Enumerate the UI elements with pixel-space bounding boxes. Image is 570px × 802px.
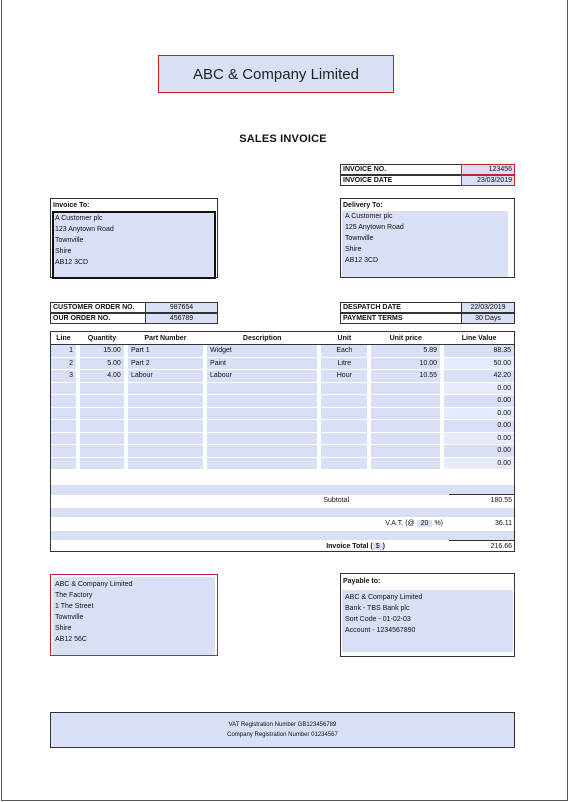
invoice-to-line: A Customer plc (55, 215, 103, 222)
cell-line-value[interactable]: 0.00 (444, 457, 514, 470)
invoice-total-suffix: ) (382, 542, 385, 550)
despatch-date-label: DESPATCH DATE (340, 302, 461, 313)
cell-line-value[interactable]: 0.00 (444, 445, 514, 458)
cell-line[interactable] (51, 445, 76, 458)
cell-unit[interactable] (321, 407, 367, 420)
cell-line-value[interactable]: 88.35 (444, 345, 514, 358)
delivery-to-title: Delivery To: (343, 202, 383, 209)
cell-unit[interactable]: Litre (321, 357, 367, 370)
cell-unit-price[interactable] (371, 432, 440, 445)
invoice-meta (340, 164, 515, 186)
delivery-to-address[interactable] (342, 211, 508, 277)
table-row (51, 357, 514, 370)
table-row (51, 457, 514, 470)
cell-description[interactable] (207, 457, 317, 470)
seller-address-line: AB12 56C (55, 636, 87, 643)
vat-rate[interactable]: 20 (417, 520, 433, 527)
cell-description[interactable] (207, 432, 317, 445)
invoice-total-value: 216.66 (449, 540, 514, 552)
cell-part-number[interactable] (128, 382, 203, 395)
payable-to-line: Sort Code - 01-02-03 (345, 616, 411, 623)
cell-description[interactable] (207, 395, 317, 408)
cell-unit-price[interactable] (371, 457, 440, 470)
cell-unit[interactable] (321, 420, 367, 433)
cell-description[interactable]: Labour (207, 370, 317, 383)
items-body (51, 345, 514, 470)
col-header-description: Description (207, 332, 317, 345)
invoice-to-line: AB12 3CD (55, 259, 89, 266)
table-row (51, 445, 514, 458)
cell-part-number[interactable] (128, 432, 203, 445)
vat-label-suffix: %) (434, 519, 443, 527)
table-row (51, 420, 514, 433)
delivery-to-line: 125 Anytown Road (345, 224, 404, 231)
cell-unit-price[interactable] (371, 420, 440, 433)
table-row (51, 382, 514, 395)
cell-description[interactable] (207, 420, 317, 433)
cell-description[interactable]: Widget (207, 345, 317, 358)
payable-to-line: Account - 1234567890 (345, 627, 416, 634)
payable-to-details[interactable] (342, 590, 513, 652)
registration-footer (50, 712, 515, 748)
invoice-to-panel (50, 198, 218, 278)
cell-line-value[interactable]: 0.00 (444, 432, 514, 445)
cell-unit[interactable] (321, 445, 367, 458)
cell-quantity[interactable] (80, 407, 124, 420)
invoice-total-row (51, 540, 514, 552)
vat-band (51, 531, 514, 540)
cell-unit-price[interactable] (371, 407, 440, 420)
vat-value: 36.11 (495, 519, 512, 527)
col-header-line-value: Line Value (444, 332, 514, 345)
items-table (51, 332, 514, 470)
cell-description[interactable]: Paint (207, 357, 317, 370)
cell-description[interactable] (207, 407, 317, 420)
payable-to-line: Bank - TBS Bank plc (345, 605, 410, 612)
invoice-date-value[interactable]: 23/03/2019 (461, 175, 515, 186)
cell-quantity[interactable] (80, 395, 124, 408)
cell-part-number[interactable] (128, 420, 203, 433)
invoice-date-row (340, 175, 515, 186)
col-header-unit-price: Unit price (371, 332, 440, 345)
invoice-no-value[interactable]: 123456 (461, 164, 515, 175)
cell-part-number[interactable] (128, 445, 203, 458)
cell-quantity[interactable]: 5.00 (80, 357, 124, 370)
cell-quantity[interactable] (80, 420, 124, 433)
seller-address-line: The Factory (55, 592, 93, 599)
invoice-total-label-text: Invoice Total ( (326, 542, 373, 550)
items-header-row (51, 332, 514, 345)
cell-line[interactable] (51, 395, 76, 408)
cell-line[interactable]: 1 (51, 345, 76, 358)
our-order-row (50, 313, 218, 324)
cell-unit-price[interactable]: 10.55 (371, 370, 440, 383)
cell-line[interactable]: 2 (51, 357, 76, 370)
cell-part-number[interactable] (128, 395, 203, 408)
our-order-label: OUR ORDER NO. (50, 313, 145, 324)
cell-unit[interactable] (321, 432, 367, 445)
company-name-box (158, 55, 394, 93)
cell-unit[interactable] (321, 382, 367, 395)
cell-unit[interactable] (321, 457, 367, 470)
cell-line-value[interactable]: 42.20 (444, 370, 514, 383)
subtotal-label: Subtotal (323, 496, 349, 504)
despatch-date-row (340, 302, 515, 313)
invoice-to-address[interactable] (52, 211, 216, 279)
cell-description[interactable] (207, 445, 317, 458)
company-registration: Company Registration Number 01234567 (227, 732, 338, 738)
table-row (51, 407, 514, 420)
payable-to-line: ABC & Company Limited (345, 594, 423, 601)
cell-part-number[interactable] (128, 407, 203, 420)
payable-to-panel (340, 573, 515, 657)
seller-address-line: Townville (55, 614, 84, 621)
invoice-no-row (340, 164, 515, 175)
cell-line-value[interactable]: 0.00 (444, 420, 514, 433)
cell-line[interactable] (51, 432, 76, 445)
seller-address-line: 1 The Street (55, 603, 94, 610)
customer-order-label: CUSTOMER ORDER NO. (50, 302, 145, 313)
cell-line[interactable] (51, 407, 76, 420)
invoice-total-label (51, 543, 385, 550)
subtotal-row (51, 494, 514, 506)
cell-quantity[interactable] (80, 457, 124, 470)
delivery-to-line: Townville (345, 235, 374, 242)
delivery-to-line: AB12 3CD (345, 257, 379, 264)
cell-line[interactable]: 3 (51, 370, 76, 383)
cell-unit-price[interactable]: 10.00 (371, 357, 440, 370)
despatch-date-value[interactable]: 22/03/2019 (461, 302, 515, 313)
cell-part-number[interactable] (128, 457, 203, 470)
invoice-no-label: INVOICE NO. (340, 164, 461, 175)
payment-terms-value[interactable]: 30 Days (461, 313, 515, 324)
cell-unit[interactable]: Each (321, 345, 367, 358)
table-row (51, 370, 514, 383)
seller-address-line: Shire (55, 625, 72, 632)
items-section (50, 331, 515, 552)
cell-quantity[interactable]: 15.00 (80, 345, 124, 358)
cell-unit-price[interactable] (371, 395, 440, 408)
cell-part-number[interactable]: Labour (128, 370, 203, 383)
cell-unit[interactable] (321, 395, 367, 408)
delivery-to-panel (340, 198, 515, 278)
company-name: ABC & Company Limited (193, 65, 359, 83)
cell-line-value[interactable]: 0.00 (444, 395, 514, 408)
invoice-to-line: 123 Anytown Road (55, 226, 114, 233)
cell-line-value[interactable]: 0.00 (444, 407, 514, 420)
vat-label (327, 520, 449, 527)
payment-terms-row (340, 313, 515, 324)
doc-title: SALES INVOICE (239, 133, 327, 145)
subtotal-value: 180.55 (449, 494, 514, 506)
col-header-unit: Unit (321, 332, 367, 345)
vat-row (51, 517, 514, 529)
invoice-date-label: INVOICE DATE (340, 175, 461, 186)
cell-quantity[interactable] (80, 432, 124, 445)
vat-label-prefix: V.A.T. (@ (385, 519, 415, 527)
order-info (50, 302, 218, 324)
invoice-total-currency[interactable]: $ (373, 543, 383, 550)
cell-line-value[interactable]: 50.00 (444, 357, 514, 370)
table-row (51, 432, 514, 445)
cell-description[interactable] (207, 382, 317, 395)
cell-line-value[interactable]: 0.00 (444, 382, 514, 395)
payment-terms-label: PAYMENT TERMS (340, 313, 461, 324)
cell-quantity[interactable] (80, 445, 124, 458)
cell-line[interactable] (51, 382, 76, 395)
invoice-to-line: Townville (55, 237, 84, 244)
delivery-to-line: Shire (345, 246, 362, 253)
delivery-to-line: A Customer plc (345, 213, 393, 220)
table-row (51, 345, 514, 358)
cell-part-number[interactable]: Part 2 (128, 357, 203, 370)
cell-line[interactable] (51, 420, 76, 433)
despatch-info (340, 302, 515, 324)
payable-to-title: Payable to: (343, 578, 381, 585)
seller-address[interactable] (53, 577, 215, 655)
customer-order-value[interactable]: 987654 (145, 302, 218, 313)
cell-quantity[interactable] (80, 382, 124, 395)
col-header-part-number: Part Number (128, 332, 203, 345)
table-row (51, 395, 514, 408)
invoice-to-line: Shire (55, 248, 72, 255)
cell-unit-price[interactable]: 5.89 (371, 345, 440, 358)
seller-address-line: ABC & Company Limited (55, 581, 133, 588)
cell-unit[interactable]: Hour (321, 370, 367, 383)
seller-address-panel (50, 574, 218, 656)
col-header-line: Line (51, 332, 76, 345)
customer-order-row (50, 302, 218, 313)
cell-line[interactable] (51, 457, 76, 470)
vat-registration: VAT Registration Number GB123456789 (228, 722, 337, 728)
our-order-value[interactable]: 456789 (145, 313, 218, 324)
subtotal-band (51, 508, 514, 517)
invoice-to-title: Invoice To: (53, 202, 90, 209)
col-header-quantity: Quantity (80, 332, 124, 345)
cell-unit-price[interactable] (371, 445, 440, 458)
cell-unit-price[interactable] (371, 382, 440, 395)
cell-part-number[interactable]: Part 1 (128, 345, 203, 358)
cell-quantity[interactable]: 4.00 (80, 370, 124, 383)
